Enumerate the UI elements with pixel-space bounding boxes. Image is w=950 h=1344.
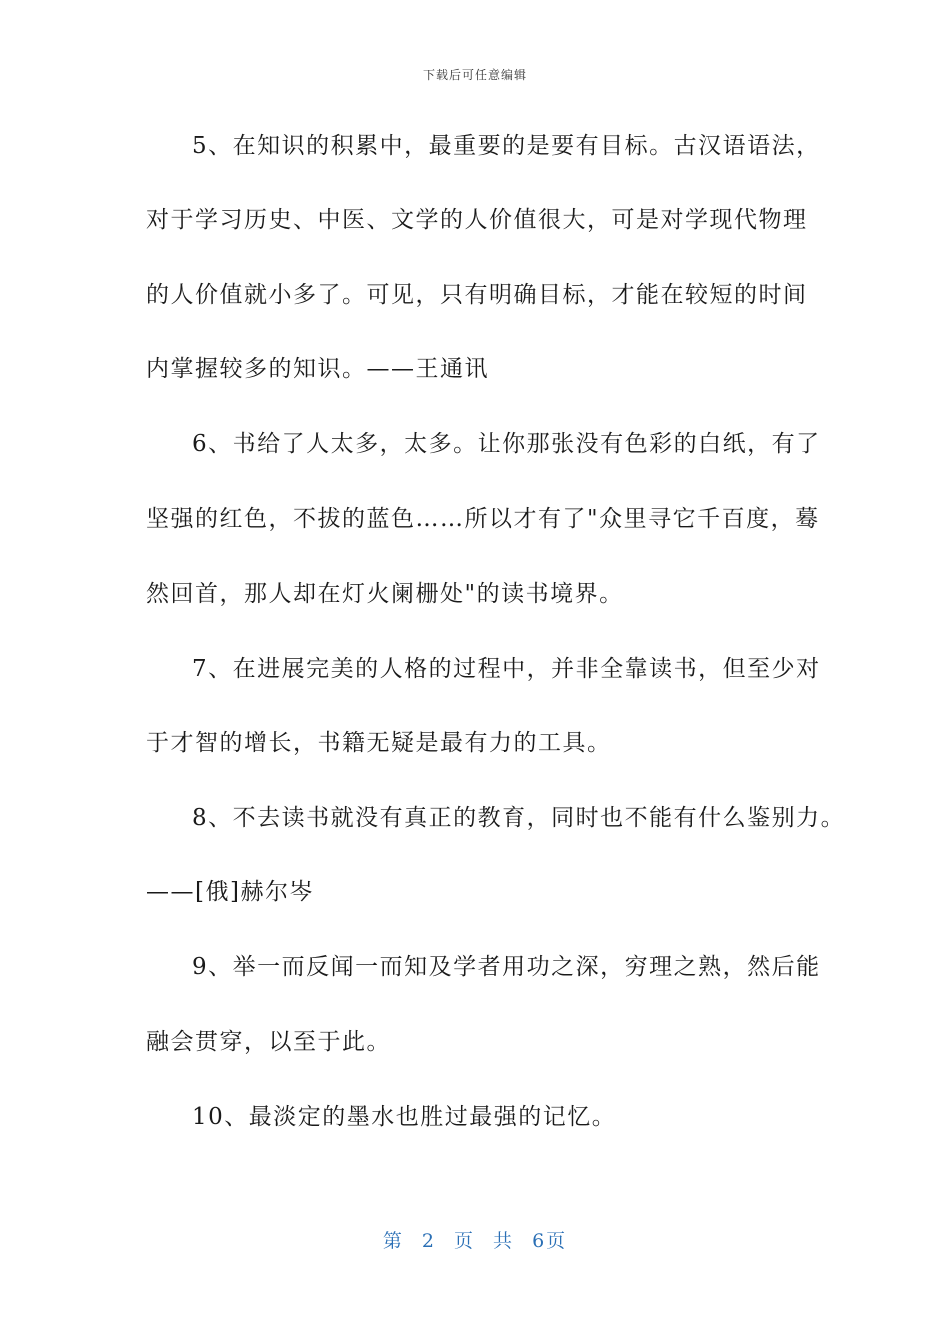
quote-9-line-1: 9、举一而反闻一而知及学者用功之深，穷理之熟，然后能: [192, 954, 821, 980]
quote-6-line-3: 然回首，那人却在灯火阑栅处"的读书境界。: [146, 581, 624, 607]
quote-10-line-1: 10、最淡定的墨水也胜过最强的记忆。: [192, 1104, 617, 1130]
quote-5-line-1: 5、在知识的积累中，最重要的是要有目标。古汉语语法，: [192, 133, 821, 159]
page-number-footer: 第 2 页 共 6页: [382, 1230, 568, 1252]
quote-6-line-1: 6、书给了人太多，太多。让你那张没有色彩的白纸，有了: [192, 431, 821, 457]
quote-8-line-2: ——[俄]赫尔岑: [146, 879, 314, 905]
quote-8-line-1: 8、不去读书就没有真正的教育，同时也不能有什么鉴别力。: [192, 805, 846, 831]
quote-7-line-2: 于才智的增长，书籍无疑是最有力的工具。: [146, 730, 612, 756]
quote-5-line-2: 对于学习历史、中医、文学的人价值很大，可是对学现代物理: [146, 207, 808, 233]
page-header: 下载后可任意编辑: [422, 68, 527, 82]
quote-6-line-2: 坚强的红色，不拔的蓝色……所以才有了"众里寻它千百度，蓦: [146, 506, 820, 532]
quote-5-line-3: 的人价值就小多了。可见，只有明确目标，才能在较短的时间: [146, 282, 808, 308]
quote-5-line-4: 内掌握较多的知识。——王通讯: [146, 356, 489, 382]
quote-7-line-1: 7、在进展完美的人格的过程中，并非全靠读书，但至少对: [192, 656, 821, 682]
quote-9-line-2: 融会贯穿，以至于此。: [146, 1029, 391, 1055]
